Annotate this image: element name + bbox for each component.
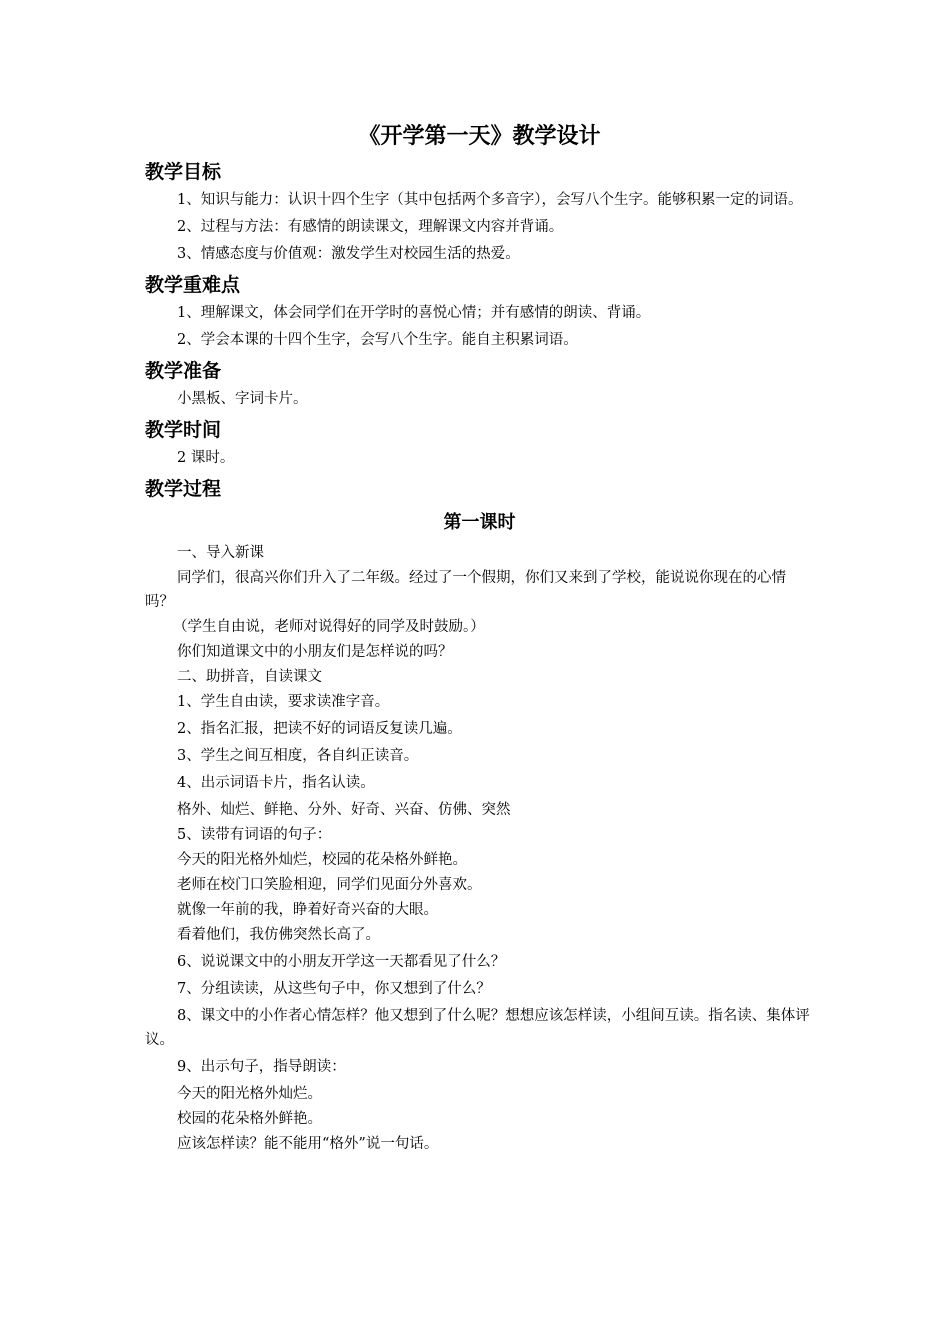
- section-heading-key-points: 教学重难点: [145, 274, 241, 296]
- lesson-title: 第一课时: [443, 512, 516, 533]
- process-line: 今天的阳光格外灿烂，校园的花朵格外鲜艳。: [177, 852, 467, 868]
- process-line: 4、出示词语卡片，指名认读。: [177, 775, 375, 791]
- process-line: 1、学生自由读，要求读准字音。: [177, 694, 390, 710]
- key-point-item: 1、理解课文，体会同学们在开学时的喜悦心情；并有感情的朗读、背诵。: [177, 305, 651, 321]
- section-heading-preparation: 教学准备: [145, 360, 222, 382]
- process-line: 看着他们，我仿佛突然长高了。: [177, 927, 380, 943]
- time-text: 2 课时。: [177, 450, 235, 466]
- section-heading-time: 教学时间: [145, 419, 222, 441]
- process-line: 3、学生之间互相度，各自纠正读音。: [177, 748, 419, 764]
- process-line: 9、出示句子，指导朗读：: [177, 1059, 346, 1075]
- process-line: 老师在校门口笑脸相迎，同学们见面分外喜欢。: [177, 877, 482, 893]
- process-line: 二、助拼音，自读课文: [177, 669, 322, 685]
- process-line: 应该怎样读？能不能用“格外”说一句话。: [177, 1136, 439, 1152]
- section-heading-goals: 教学目标: [145, 161, 222, 183]
- process-line: 同学们，很高兴你们升入了二年级。经过了一个假期，你们又来到了学校，能说说你现在的心情吗？: [145, 570, 786, 610]
- goal-item: 3、情感态度与价值观：激发学生对校园生活的热爱。: [177, 246, 520, 262]
- process-line: 格外、灿烂、鲜艳、分外、好奇、兴奋、仿佛、突然: [177, 802, 511, 818]
- process-line: 今天的阳光格外灿烂。: [177, 1086, 322, 1102]
- process-line: 你们知道课文中的小朋友们是怎样说的吗？: [177, 644, 453, 660]
- goal-item: 1、知识与能力：认识十四个生字（其中包括两个多音字），会写八个生字。能够积累一定的词语。: [177, 192, 803, 208]
- document-title: 《开学第一天》教学设计: [358, 124, 601, 149]
- process-line: 7、分组读读，从这些句子中，你又想到了什么？: [177, 981, 491, 997]
- key-point-item: 2、学会本课的十四个生字，会写八个生字。能自主积累词语。: [177, 332, 578, 348]
- process-line: 2、指名汇报，把读不好的词语反复读几遍。: [177, 721, 462, 737]
- process-line: 就像一年前的我，睁着好奇兴奋的大眼。: [177, 902, 438, 918]
- process-line: 6、说说课文中的小朋友开学这一天都看见了什么？: [177, 954, 506, 970]
- goal-item: 2、过程与方法：有感情的朗读课文，理解课文内容并背诵。: [177, 219, 564, 235]
- process-line: （学生自由说，老师对说得好的同学及时鼓励。）: [173, 619, 485, 635]
- document-page: [145, 118, 810, 1157]
- process-line: 5、读带有词语的句子：: [177, 827, 332, 843]
- process-line: 校园的花朵格外鲜艳。: [177, 1111, 322, 1127]
- preparation-text: 小黑板、字词卡片。: [177, 391, 308, 407]
- process-line: 一、导入新课: [177, 545, 264, 561]
- process-line: 8、课文中的小作者心情怎样？他又想到了什么呢？想想应该怎样读，小组间互读。指名读、集体评议。: [145, 1008, 810, 1048]
- section-heading-process: 教学过程: [145, 478, 222, 500]
